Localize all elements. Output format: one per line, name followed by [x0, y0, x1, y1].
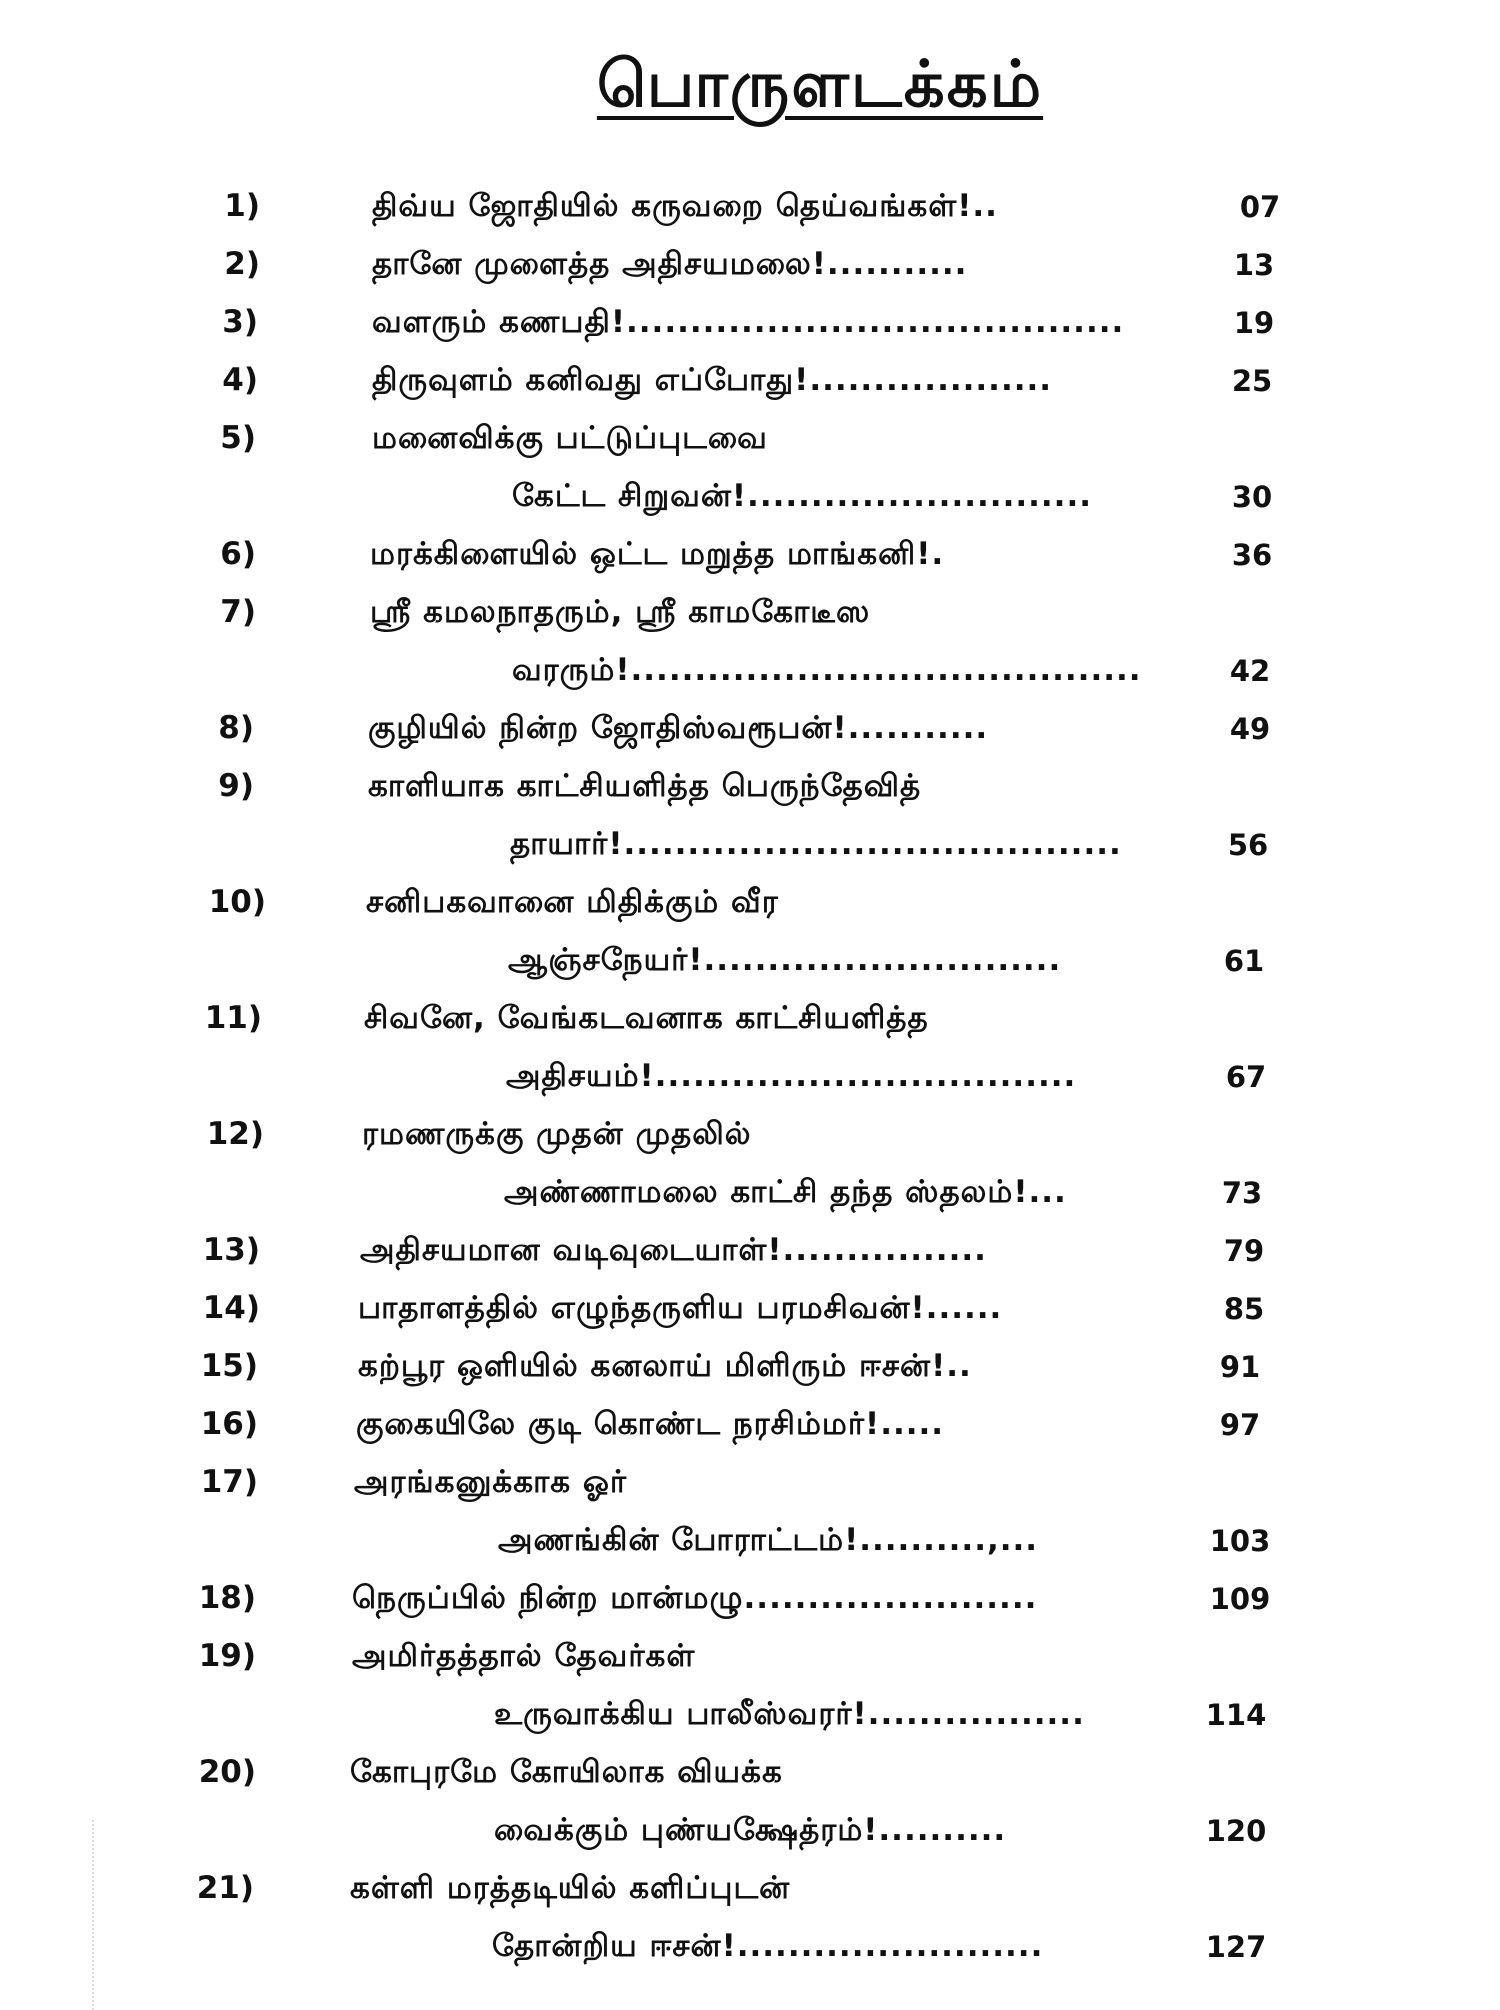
entry-title: கோபுரமே கோயிலாக வியக்க — [350, 1754, 783, 1790]
entry-page: 19 — [1233, 306, 1275, 340]
entry-title: கள்ளி மரத்தடியில் களிப்புடன் — [350, 1870, 791, 1906]
toc-entry — [0, 1638, 1500, 1694]
toc-entry-continuation — [0, 1696, 1500, 1752]
entry-number: 3) — [222, 304, 258, 340]
toc-entry-continuation — [0, 1522, 1500, 1578]
entry-page: 61 — [1223, 944, 1265, 978]
toc-entry-continuation — [0, 1928, 1500, 1984]
entry-number: 17) — [200, 1464, 258, 1500]
toc-entry-continuation — [0, 1174, 1500, 1230]
toc-entry — [0, 1290, 1500, 1346]
entry-page: 49 — [1229, 712, 1271, 746]
entry-page: 109 — [1209, 1582, 1271, 1616]
entry-title-continued: அண்ணாமலை காட்சி தந்த ஸ்தலம்!... — [504, 1174, 1067, 1210]
scan-artifact — [92, 1820, 100, 2010]
toc-entry — [0, 1580, 1500, 1636]
toc-entry — [0, 710, 1500, 766]
entry-page: 30 — [1231, 480, 1273, 514]
entry-title-continued: வைக்கும் புண்யக்ஷேத்ரம்!.......... — [494, 1812, 1007, 1848]
entry-page: 73 — [1221, 1176, 1263, 1210]
entry-title: ஸ்ரீ கமலநாதரும், ஸ்ரீ காமகோடீஸ — [370, 594, 871, 630]
toc-entry — [0, 594, 1500, 650]
entry-title: மனைவிக்கு பட்டுப்புடவை — [372, 420, 768, 456]
entry-title: குழியில் நின்ற ஜோதிஸ்வரூபன்!........... — [368, 710, 989, 746]
entry-number: 16) — [200, 1406, 258, 1442]
entry-page: 25 — [1231, 364, 1273, 398]
toc-entry-continuation — [0, 826, 1500, 882]
entry-title-continued: ஆஞ்சநேயர்!............................ — [508, 942, 1062, 978]
toc-entry — [0, 246, 1500, 302]
toc-entry — [0, 420, 1500, 476]
entry-page: 42 — [1229, 654, 1271, 688]
toc-entry — [0, 768, 1500, 824]
entry-number: 12) — [206, 1116, 264, 1152]
toc-entry — [0, 1754, 1500, 1810]
entry-title: மரக்கிளையில் ஒட்ட மறுத்த மாங்கனி!. — [370, 536, 945, 572]
entry-title-continued: தோன்றிய ஈசன்!........................ — [492, 1928, 1044, 1964]
entry-title: தானே முளைத்த அதிசயமலை!........... — [372, 246, 968, 282]
entry-number: 6) — [220, 536, 256, 572]
entry-number: 19) — [198, 1638, 256, 1674]
entry-number: 14) — [202, 1290, 260, 1326]
toc-entry-continuation — [0, 1812, 1500, 1868]
toc-entry — [0, 1406, 1500, 1462]
entry-number: 21) — [196, 1870, 254, 1906]
toc-entry — [0, 1232, 1500, 1288]
toc-entry — [0, 1870, 1500, 1926]
entry-number: 10) — [208, 884, 266, 920]
entry-title: அதிசயமான வடிவுடையாள்!................ — [360, 1232, 987, 1268]
toc-entry — [0, 884, 1500, 940]
entry-page: 103 — [1209, 1524, 1271, 1558]
toc-entry-continuation — [0, 652, 1500, 708]
entry-title-continued: அணங்கின் போராட்டம்!..........,... — [498, 1522, 1039, 1558]
entry-title-continued: உருவாக்கிய பாலீஸ்வரர்!................. — [494, 1696, 1085, 1732]
entry-number: 4) — [222, 362, 258, 398]
page-title: பொருளடக்கம் — [596, 48, 1044, 122]
entry-title: கற்பூர ஒளியில் கனலாய் மிளிரும் ஈசன்!.. — [358, 1348, 972, 1384]
toc-entry-continuation — [0, 942, 1500, 998]
entry-title: நெருப்பில் நின்ற மான்மழு....................... — [352, 1580, 1038, 1616]
entry-number: 9) — [218, 768, 254, 804]
entry-page: 91 — [1219, 1350, 1261, 1384]
entry-page: 120 — [1205, 1814, 1267, 1848]
toc-entry — [0, 304, 1500, 360]
toc-entry — [0, 188, 1500, 244]
entry-title: திவ்ய ஜோதியில் கருவறை தெய்வங்கள்!.. — [372, 188, 998, 224]
entry-page: 97 — [1219, 1408, 1261, 1442]
entry-title-continued: அதிசயம்!................................. — [506, 1058, 1077, 1094]
toc-entry-continuation — [0, 478, 1500, 534]
entry-title-continued: தாயார்!....................................... — [510, 826, 1122, 862]
entry-title: பாதாளத்தில் எழுந்தருளிய பரமசிவன்!...... — [358, 1290, 1003, 1326]
entry-title: சனிபகவானை மிதிக்கும் வீர — [366, 884, 779, 920]
entry-page: 67 — [1225, 1060, 1267, 1094]
toc-entry-continuation — [0, 1058, 1500, 1114]
toc-entry — [0, 1464, 1500, 1520]
entry-number: 13) — [202, 1232, 260, 1268]
entry-page: 07 — [1239, 190, 1281, 224]
entry-number: 1) — [224, 188, 260, 224]
entry-page: 127 — [1205, 1930, 1267, 1964]
entry-number: 18) — [198, 1580, 256, 1616]
entry-page: 13 — [1233, 248, 1275, 282]
entry-title: சிவனே, வேங்கடவனாக காட்சியளித்த — [364, 1000, 929, 1036]
entry-page: 85 — [1223, 1292, 1265, 1326]
entry-title: திருவுளம் கனிவது எப்போது!................... — [372, 362, 1053, 398]
entry-number: 15) — [200, 1348, 258, 1384]
entry-number: 20) — [198, 1754, 256, 1790]
entry-title: அமிர்தத்தால் தேவர்கள் — [352, 1638, 696, 1674]
entry-title-continued: கேட்ட சிறுவன்!........................... — [512, 478, 1092, 514]
entry-number: 2) — [224, 246, 260, 282]
toc-entry — [0, 362, 1500, 418]
toc-entry — [0, 1116, 1500, 1172]
toc-entry — [0, 1000, 1500, 1056]
entry-title: வளரும் கணபதி!....................................... — [372, 304, 1125, 340]
entry-number: 7) — [220, 594, 256, 630]
toc-entry — [0, 1348, 1500, 1404]
entry-number: 5) — [220, 420, 256, 456]
entry-page: 56 — [1227, 828, 1269, 862]
entry-title: ரமணருக்கு முதன் முதலில் — [362, 1116, 752, 1152]
entry-title: அரங்கனுக்காக ஓர் — [354, 1464, 628, 1500]
entry-page: 79 — [1223, 1234, 1265, 1268]
entry-title: காளியாக காட்சியளித்த பெருந்தேவித் — [368, 768, 922, 804]
entry-number: 8) — [218, 710, 254, 746]
toc-entry — [0, 536, 1500, 592]
entry-page: 114 — [1205, 1698, 1267, 1732]
entry-number: 11) — [204, 1000, 262, 1036]
entry-page: 36 — [1231, 538, 1273, 572]
entry-title: குகையிலே குடி கொண்ட நரசிம்மர்!..... — [356, 1406, 945, 1442]
entry-title-continued: வரரும்!........................................ — [512, 652, 1142, 688]
